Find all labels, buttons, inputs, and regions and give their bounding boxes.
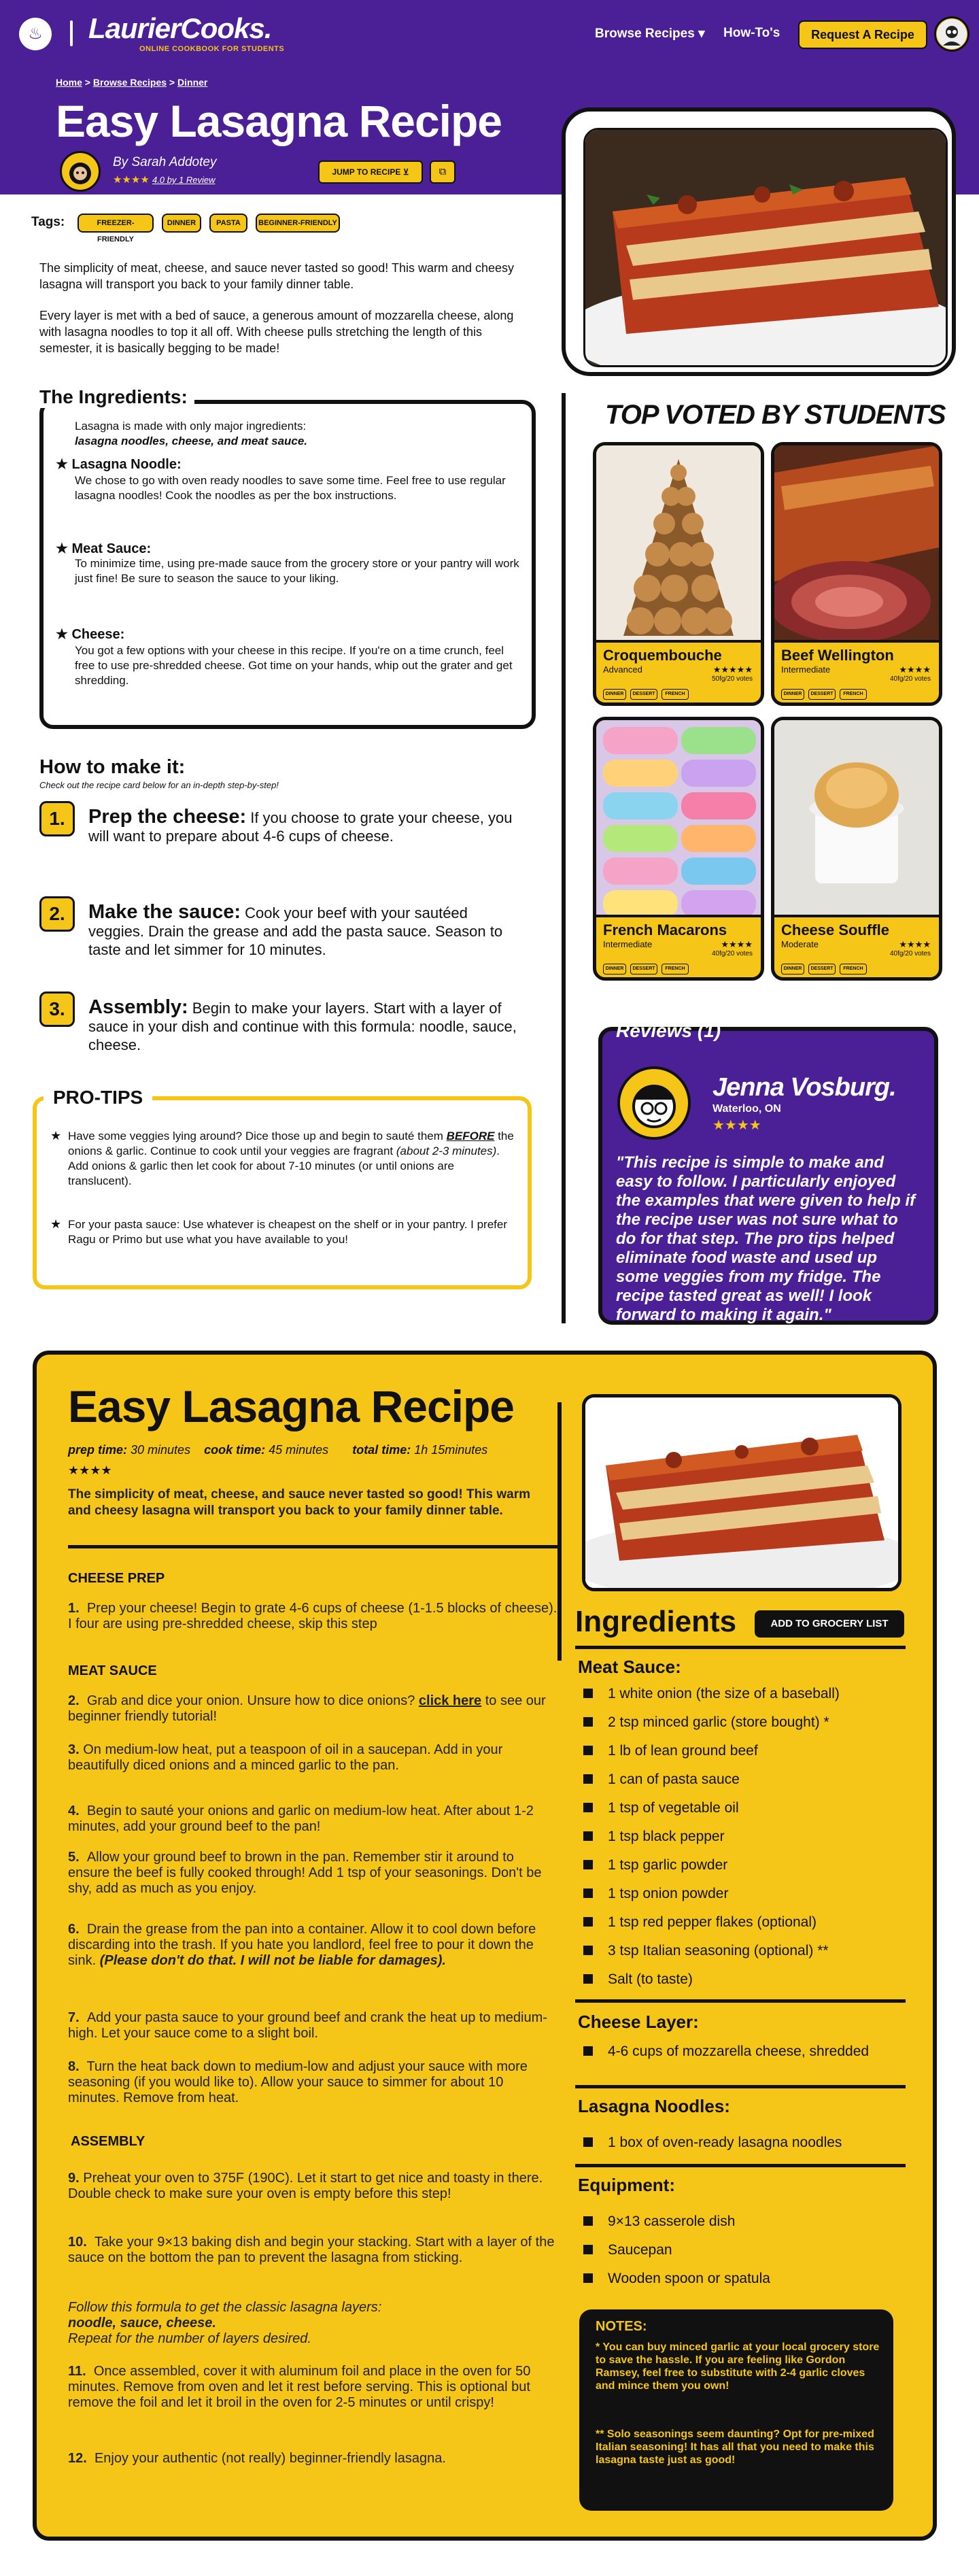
noodle-heading: ★ Lasagna Noodle:: [56, 457, 182, 472]
reviewer-name: Jenna Vosburg.: [712, 1073, 896, 1102]
ingredients-divider: [575, 1646, 906, 1649]
recipe-step-number: 2.: [68, 1693, 80, 1708]
card-difficulty: Intermediate: [781, 664, 831, 675]
nav-browse-recipes[interactable]: Browse Recipes ▾: [595, 27, 705, 41]
macarons-photo: [596, 720, 761, 917]
ingredients-divider: [575, 1999, 906, 2003]
recipe-step-number: 6.: [68, 1922, 80, 1937]
card-tag[interactable]: DESSERT: [808, 964, 836, 975]
ingredients-lead-list: lasagna noodles, cheese, and meat sauce.: [75, 435, 308, 447]
add-to-grocery-list-button[interactable]: ADD TO GROCERY LIST: [755, 1610, 904, 1638]
ingredients-divider: [575, 2085, 906, 2088]
card-tag[interactable]: FRENCH: [662, 964, 689, 975]
breadcrumb-dinner[interactable]: Dinner: [177, 77, 208, 88]
formula-text: Follow this formula to get the classic lasagna layers:: [68, 2300, 382, 2315]
section-assembly: ASSEMBLY: [71, 2134, 145, 2149]
recipe-step: [68, 1601, 557, 1632]
ingredient-text: 1 can of pasta sauce: [608, 1772, 740, 1787]
prep-time-value: 30 minutes: [127, 1443, 191, 1457]
recipe-step-text: Begin to sauté your onions and garlic on medium-low heat. After about 1-2 minutes, add your ground beef to the pan!: [68, 1803, 534, 1834]
recipe-step-number: 4.: [68, 1803, 80, 1818]
card-tag[interactable]: FRENCH: [840, 964, 867, 975]
ingredients-divider: [575, 2164, 906, 2167]
step-number: 2.: [39, 896, 75, 932]
lasagna-noodles-heading: Lasagna Noodles:: [578, 2096, 730, 2116]
recipe-step-text: On medium-low heat, put a teaspoon of oil in a saucepan. Add in your beautifully diced onions and a minced garlic to the pan.: [68, 1742, 503, 1773]
recipe-step-text: Add your pasta sauce to your ground beef and crank the heat up to medium-high. Let your sauce come to a slight boil.: [68, 2010, 547, 2041]
step-text: Begin to make your layers. Start with a layer of sauce in your dish and continue with this formula: noodle, sauce, cheese.: [88, 1000, 517, 1053]
card-title: Croquembouche: [603, 647, 722, 664]
recipe-step-text: Allow your ground beef to brown in the pan. Remember stir it around to ensure the beef is fully cooked through! Add 1 tsp of your seasonings. Don't be shy, add as much as you enjoy.: [68, 1850, 542, 1896]
layer-formula: [68, 2300, 557, 2347]
recipe-step: [68, 1803, 557, 1835]
total-time-value: 1h 15minutes: [411, 1443, 488, 1457]
top-voted-card[interactable]: [593, 717, 764, 981]
card-tag[interactable]: FRENCH: [662, 689, 689, 700]
notes-title: NOTES:: [596, 2319, 647, 2334]
ingredient-text: 3 tsp Italian seasoning (optional) **: [608, 1943, 829, 1959]
recipe-step-number: 8.: [68, 2059, 80, 2074]
card-tag[interactable]: DINNER: [781, 689, 804, 700]
top-voted-title: TOP VOTED BY STUDENTS: [605, 400, 946, 430]
meat-sauce-heading: Meat Sauce:: [578, 1657, 681, 1677]
step-number: 1.: [39, 801, 75, 836]
card-tag[interactable]: DESSERT: [630, 964, 657, 975]
cook-time-value: 45 minutes: [265, 1443, 329, 1457]
rating-text[interactable]: 4.0 by 1 Review: [152, 175, 216, 185]
card-title: Beef Wellington: [781, 647, 894, 664]
intro-paragraph: The simplicity of meat, cheese, and sauce never tasted so good! This warm and cheesy lasagna will transport you back to your family dinner table.: [39, 261, 515, 291]
sauce-text: To minimize time, using pre-made sauce from the grocery store or your pantry will work just fine! Be sure to season the sauce to your liking.: [75, 557, 519, 585]
cook-time-label: cook time:: [204, 1443, 266, 1457]
pro-tip: For your pasta sauce: Use whatever is cheapest on the shelf or in your pantry. I prefer Ragu or Primo but use what you have available to you!: [68, 1218, 508, 1246]
recipe-stars: ★★★★: [68, 1463, 112, 1477]
card-difficulty: Moderate: [781, 939, 819, 949]
note-text: * You can buy minced garlic at your local grocery store to save the hassle. If you are feeling like Gordon Ramsey, feel free to substitute with 2-4 garlic cloves and mince them you own!: [596, 2341, 880, 2392]
star-bullet-icon: ★: [50, 1217, 62, 1231]
howto-step: [88, 998, 523, 1054]
ingredient-item[interactable]: [583, 1828, 903, 1845]
step-number: 3.: [39, 992, 75, 1027]
formula-text: Repeat for the number of layers desired.: [68, 2331, 311, 2346]
jump-to-recipe-button[interactable]: JUMP TO RECIPE ⊻: [318, 160, 423, 184]
share-button[interactable]: [430, 160, 456, 184]
dice-onions-link[interactable]: click here: [418, 1693, 482, 1708]
section-cheese-prep: CHEESE PREP: [68, 1571, 165, 1586]
ingredients-list-title: Ingredients: [575, 1605, 737, 1638]
user-face-icon: [936, 18, 967, 50]
ingredient-item[interactable]: [583, 2043, 903, 2060]
ingredient-item[interactable]: [583, 2134, 903, 2151]
card-stars: ★★★★★: [712, 664, 753, 675]
card-difficulty: Intermediate: [603, 939, 653, 949]
cheese-heading: ★ Cheese:: [56, 627, 125, 642]
chef-hat-icon[interactable]: ♨: [19, 18, 52, 50]
card-votes: 40fg/20 votes: [711, 950, 753, 957]
ingredient-text: 1 tsp red pepper flakes (optional): [608, 1914, 817, 1930]
card-tag[interactable]: DINNER: [603, 689, 626, 700]
recipe-step-number: 11.: [68, 2364, 86, 2379]
ingredient-item[interactable]: [583, 1685, 903, 1702]
card-difficulty: Advanced: [603, 664, 642, 675]
breadcrumb: [56, 77, 207, 88]
author-face-icon: [62, 153, 99, 190]
card-tag[interactable]: DINNER: [781, 964, 804, 975]
column-divider: [562, 393, 566, 1323]
equipment-heading: Equipment:: [578, 2175, 675, 2195]
ingredient-item[interactable]: [583, 1857, 903, 1874]
tip-emphasis: BEFORE: [446, 1130, 495, 1142]
recipe-step-text: Preheat your oven to 375F (190C). Let it start to get nice and toasty in there. Double check to make sure your oven is empty before this step!: [68, 2171, 543, 2201]
tip-text: the onions & garlic. Continue to cook until your veggies are fragrant: [68, 1130, 514, 1157]
step-text: If you choose to grate your cheese, you will want to prepare about 4-6 cups of cheese.: [88, 809, 513, 845]
cheese-text: You got a few options with your cheese in this recipe. If you're on a time crunch, feel free to use pre-shredded cheese. Got time on your hands, whip out the grater and get shredding.: [75, 644, 513, 687]
recipe-step-disclaimer: (Please don't do that. I will not be liable for damages).: [99, 1953, 446, 1968]
ingredient-item[interactable]: [583, 1771, 903, 1788]
tag-pasta[interactable]: PASTA: [209, 214, 247, 233]
card-tag[interactable]: DINNER: [603, 964, 626, 975]
howto-subtitle: Check out the recipe card below for an in-depth step-by-step!: [39, 780, 279, 790]
beef-wellington-photo: [774, 445, 939, 643]
intro-paragraph: Every layer is met with a bed of sauce, a generous amount of mozzarella cheese, along with lasagna noodles to top it all off. With cheese pulls stretching the length of this semester, it is basically begging to be made!: [39, 309, 514, 355]
card-stars: ★★★★: [899, 664, 931, 675]
equipment-item[interactable]: [583, 2213, 903, 2230]
recipe-step-number: 9.: [68, 2171, 80, 2186]
author-rating: [113, 173, 215, 186]
tags-label: Tags:: [31, 215, 65, 229]
reviewer-avatar: [617, 1066, 691, 1140]
cheese-layer-heading: Cheese Layer:: [578, 2012, 699, 2032]
breadcrumb-home[interactable]: Home: [56, 77, 82, 88]
recipe-title: Easy Lasagna Recipe: [68, 1381, 515, 1431]
review-text: "This recipe is simple to make and easy to follow. I particularly enjoyed the examples that were given to help if the recipe user was not sure what to do for that step. The pro tips helped eliminate food waste and used up some veggies from my fridge. The recipe tasted great as well! I look forward to making it again.": [616, 1153, 916, 1324]
reviewer-face-icon: [620, 1069, 688, 1137]
howto-step: [88, 903, 523, 959]
howto-step: [88, 808, 523, 845]
ingredient-item[interactable]: [583, 1799, 903, 1816]
equipment-item[interactable]: [583, 2270, 903, 2287]
author-avatar[interactable]: [60, 151, 101, 192]
page-title: Easy Lasagna Recipe: [56, 96, 502, 146]
equipment-text: Saucepan: [608, 2242, 672, 2258]
notes-box: [579, 2309, 893, 2511]
lasagna-photo: [583, 128, 948, 367]
ingredients-lead: Lasagna is made with only major ingredients:: [75, 420, 307, 433]
recipe-step-number: 12.: [68, 2451, 87, 2466]
recipe-column-divider: [557, 1402, 562, 1661]
step-heading: Make the sauce:: [88, 901, 241, 923]
recipe-step-number: 7.: [68, 2010, 80, 2025]
card-title: French Macarons: [603, 921, 727, 938]
breadcrumb-sep: >: [82, 77, 93, 88]
recipe-step-number: 10.: [68, 2235, 87, 2250]
tip-text: Have some veggies lying around? Dice those up and begin to sauté them: [68, 1130, 447, 1142]
ingredients-heading: The Ingredients:: [39, 386, 194, 408]
tag-dinner[interactable]: DINNER: [162, 214, 201, 233]
site-tagline: ONLINE COOKBOOK FOR STUDENTS: [139, 45, 285, 53]
ingredient-text: 1 tsp of vegetable oil: [608, 1800, 739, 1816]
step-heading: Prep the cheese:: [88, 806, 247, 828]
pro-tips-title: PRO-TIPS: [44, 1087, 152, 1108]
recipe-step-text: Drain the grease from the pan into a container. Allow it to cool down before discarding into the trash. If you hate you landlord, feel free to pour it down the sink.: [68, 1922, 536, 1968]
recipe-step: [68, 1922, 557, 1969]
formula-text: noodle, sauce, cheese.: [68, 2316, 216, 2331]
card-votes: 40fg/20 votes: [889, 950, 931, 957]
recipe-times: [68, 1443, 487, 1457]
recipe-step-text: Prep your cheese! Begin to grate 4-6 cups of cheese (1-1.5 blocks of cheese). I four are using pre-shredded cheese, skip this step: [68, 1601, 557, 1631]
recipe-step-number: 5.: [68, 1850, 80, 1865]
reviews-title: Reviews (1): [616, 1020, 721, 1041]
step-heading: Assembly:: [88, 996, 188, 1018]
equipment-item[interactable]: [583, 2241, 903, 2258]
recipe-step-text: Enjoy your authentic (not really) beginner-friendly lasagna.: [94, 2451, 446, 2466]
breadcrumb-sep: >: [167, 77, 178, 88]
recipe-step: [68, 2364, 557, 2411]
note-text: ** Solo seasonings seem daunting? Opt for pre-mixed Italian seasoning! It has all that you need to make this lasagna taste just as good!: [596, 2428, 874, 2466]
total-time-label: total time:: [352, 1443, 411, 1457]
ingredient-text: 1 box of oven-ready lasagna noodles: [608, 2135, 842, 2150]
tag-freezer-friendly[interactable]: FREEZER-FRIENDLY: [78, 214, 154, 233]
sauce-heading: ★ Meat Sauce:: [56, 541, 152, 556]
ingredient-item[interactable]: [583, 1742, 903, 1759]
top-voted-card[interactable]: [593, 442, 764, 706]
noodle-text: We chose to go with oven ready noodles to save some time. Feel free to use regular lasagna noodles! Cook the noodles as per the box instructions.: [75, 474, 506, 502]
copy-icon: ⧉: [439, 166, 447, 177]
recipe-step-number: 3.: [68, 1742, 80, 1757]
ingredient-text: 1 tsp black pepper: [608, 1829, 725, 1844]
card-tag[interactable]: DESSERT: [808, 689, 836, 700]
nav-howtos[interactable]: How-To's: [723, 26, 780, 40]
card-tag[interactable]: DESSERT: [630, 689, 657, 700]
recipe-step-text: Grab and dice your onion. Unsure how to dice onions?: [86, 1693, 419, 1708]
recipe-step: [68, 1850, 557, 1897]
equipment-text: 9×13 casserole dish: [608, 2214, 736, 2229]
section-meat-sauce: MEAT SAUCE: [68, 1663, 157, 1678]
equipment-text: Wooden spoon or spatula: [608, 2271, 770, 2286]
card-stars: ★★★★: [721, 939, 753, 949]
top-voted-card[interactable]: [771, 442, 942, 706]
ingredient-text: 1 lb of lean ground beef: [608, 1743, 758, 1759]
card-votes: 50fg/20 votes: [711, 675, 753, 683]
recipe-description: The simplicity of meat, cheese, and sauce never tasted so good! This warm and cheesy lasagna will transport you back to your family dinner table.: [68, 1487, 530, 1518]
ingredient-text: 1 tsp garlic powder: [608, 1857, 728, 1873]
recipe-step: [68, 2235, 557, 2266]
recipe-step: [68, 2010, 557, 2041]
user-avatar[interactable]: [934, 16, 969, 52]
ingredient-item[interactable]: [583, 1971, 903, 1988]
recipe-step-text: Once assembled, cover it with aluminum foil and place in the oven for 50 minutes. Remove from oven and let it rest before serving. This is optional but remove the foil and let it broil in the oven for 2-5 minutes or until crispy!: [68, 2364, 531, 2410]
review-stars: ★★★★: [712, 1118, 761, 1133]
recipe-step: [68, 2451, 557, 2467]
howto-title: How to make it:: [39, 756, 186, 778]
rating-stars: ★★★★: [113, 174, 150, 186]
card-tag[interactable]: FRENCH: [840, 689, 867, 700]
recipe-step: [68, 2059, 557, 2106]
recipe-step-number: 1.: [68, 1601, 80, 1616]
site-logo[interactable]: LaurierCooks.: [88, 12, 272, 44]
pro-tip: [68, 1129, 517, 1189]
recipe-step-text: Turn the heat back down to medium-low and adjust your sauce with more seasoning (if you would like to). Allow your sauce to simmer for about 10 minutes. Remove from heat.: [68, 2059, 528, 2105]
recipe-lasagna-photo: [582, 1394, 901, 1591]
step-text: Cook your beef with your sautéed veggies. Drain the grease and add the pasta sauce. Season to taste and let simmer for 10 minutes.: [88, 904, 503, 958]
tag-beginner-friendly[interactable]: BEGINNER-FRIENDLY: [256, 214, 340, 233]
top-voted-card[interactable]: [771, 717, 942, 981]
tip-text: . Add onions & garlic then let cook for about 7-10 minutes (or until onions are translucent).: [68, 1145, 500, 1187]
ingredient-text: 1 white onion (the size of a baseball): [608, 1686, 840, 1701]
breadcrumb-browse[interactable]: Browse Recipes: [92, 77, 167, 88]
prep-time-label: prep time:: [68, 1443, 128, 1457]
recipe-step-text: to see our beginner friendly tutorial!: [68, 1693, 546, 1724]
ingredient-item[interactable]: [583, 1914, 903, 1931]
ingredient-text: 2 tsp minced garlic (store bought) *: [608, 1714, 829, 1730]
ingredient-text: Salt (to taste): [608, 1971, 693, 1987]
card-stars: ★★★★: [899, 939, 931, 949]
ingredient-text: 4-6 cups of mozzarella cheese, shredded: [608, 2044, 870, 2059]
ingredient-item[interactable]: [583, 1714, 903, 1731]
ingredient-text: 1 tsp onion powder: [608, 1886, 729, 1901]
croquembouche-photo: [596, 445, 761, 643]
ingredient-item[interactable]: [583, 1942, 903, 1959]
recipe-step: [68, 2171, 557, 2202]
recipe-divider: [68, 1545, 559, 1548]
author-name[interactable]: By Sarah Addotey: [113, 155, 217, 169]
card-votes: 40fg/20 votes: [889, 675, 931, 683]
request-recipe-button[interactable]: Request A Recipe: [798, 20, 927, 49]
cheese-souffle-photo: [774, 720, 939, 917]
recipe-step-text: Take your 9×13 baking dish and begin your stacking. Start with a layer of the sauce on the bottom the pan to prevent the lasagna from sticking.: [68, 2235, 555, 2265]
recipe-step: [68, 1742, 557, 1774]
card-title: Cheese Souffle: [781, 921, 889, 938]
ingredient-item[interactable]: [583, 1885, 903, 1902]
reviewer-location: Waterloo, ON: [712, 1103, 781, 1115]
logo-divider: [70, 20, 73, 46]
star-bullet-icon: ★: [50, 1129, 62, 1142]
tip-emphasis: (about 2-3 minutes): [396, 1145, 497, 1157]
pro-tips-box: [33, 1096, 532, 1289]
recipe-step: [68, 1693, 557, 1725]
